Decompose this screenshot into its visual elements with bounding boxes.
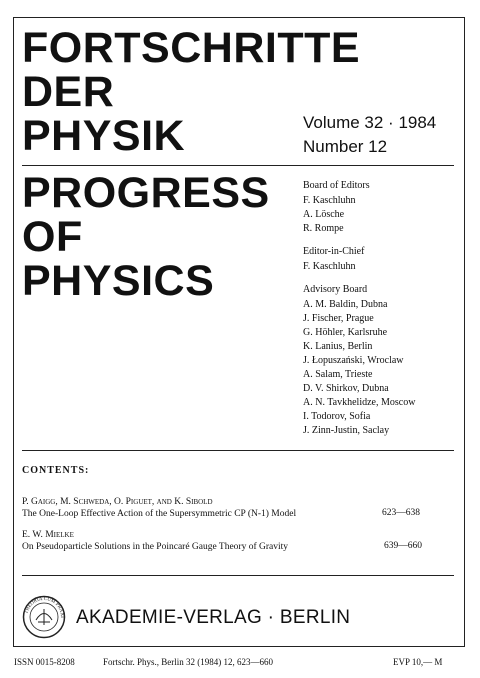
article-pages: 639—660 [384,541,422,551]
article-pages: 623—638 [382,508,420,518]
advisory-member: D. V. Shirkov, Dubna [303,383,389,394]
issn: ISSN 0015-8208 [14,657,75,667]
editors-heading: Board of Editors [303,180,370,191]
article-authors: P. Gaigg, M. Schweda, O. Piguet, and K. Sibold [22,497,213,507]
title-en-line-2: OF [22,213,83,261]
divider-top [22,165,454,166]
publisher-seal-logo [22,595,66,639]
article-authors: E. W. Mielke [22,530,74,540]
advisory-member: A. N. Tavkhelidze, Moscow [303,397,416,408]
contents-heading: CONTENTS: [22,465,90,476]
title-de-line-1: FORTSCHRITTE [22,24,361,72]
seal-text: THEORIA CUM PRAXI [24,596,65,618]
contents-entry-2[interactable] [22,529,288,553]
issue-number: Number 12 [303,137,388,156]
contents-entry-1[interactable] [22,496,296,520]
advisory-member: I. Todorov, Sofia [303,411,371,422]
title-de-line-3: PHYSIK [22,112,186,160]
title-en-line-1: PROGRESS [22,169,270,217]
editor-name: R. Rompe [303,223,344,234]
divider-middle [22,450,454,451]
article-title: On Pseudoparticle Solutions in the Poincaré Gauge Theory of Gravity [22,542,289,552]
advisory-member: J. Fischer, Prague [303,313,374,324]
advisory-member: G. Höhler, Karlsruhe [303,327,388,338]
editor-in-chief-heading: Editor-in-Chief [303,246,365,257]
editorial-board [303,179,415,447]
editor-in-chief-name: F. Kaschluhn [303,261,356,272]
editor-name: A. Lösche [303,209,345,220]
advisory-member: K. Lanius, Berlin [303,341,373,352]
article-title: The One-Loop Effective Action of the Supersymmetric CP (N-1) Model [22,509,297,519]
title-de-line-2: DER [22,68,115,116]
publisher-name: AKADEMIE-VERLAG · BERLIN [76,607,351,628]
advisory-board-heading: Advisory Board [303,284,368,295]
volume-year: Volume 32 · 1984 [303,113,437,132]
editor-name: F. Kaschluhn [303,195,356,206]
advisory-member: A. Salam, Trieste [303,369,373,380]
title-en-line-3: PHYSICS [22,257,215,305]
divider-bottom [22,575,454,576]
citation: Fortschr. Phys., Berlin 32 (1984) 12, 623—660 [103,657,273,667]
advisory-member: J. Łopuszański, Wroclaw [303,355,404,366]
price: EVP 10,— M [393,657,443,667]
advisory-member: A. M. Baldin, Dubna [303,299,388,310]
advisory-member: J. Zinn-Justin, Saclay [303,425,390,436]
